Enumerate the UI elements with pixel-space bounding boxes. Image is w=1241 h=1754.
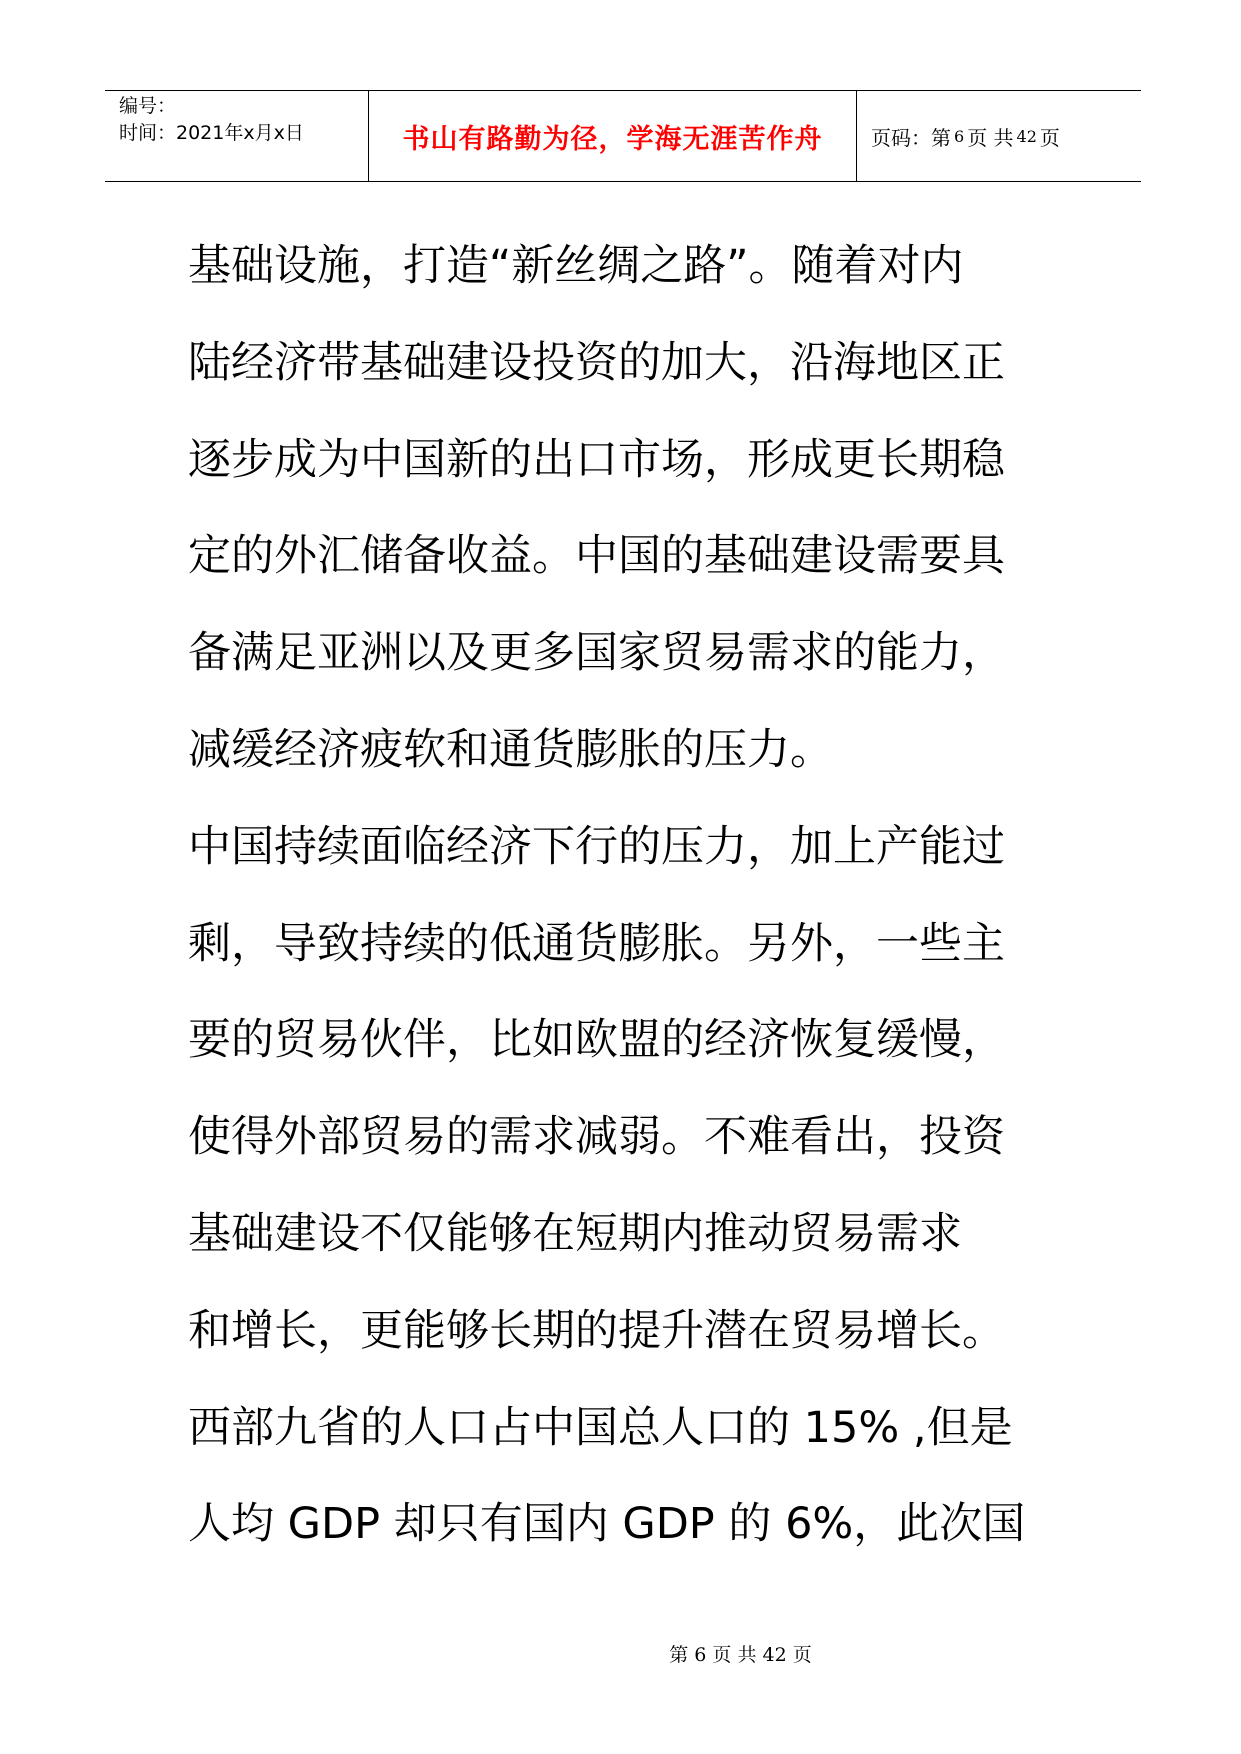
header-meta: [105, 91, 369, 181]
time-label: 时间：2021年x月x日: [119, 122, 304, 144]
page-suffix: 页: [1039, 125, 1060, 150]
body-line: 基础设施，打造“新丝绸之路”。随着对内: [188, 241, 964, 291]
page-current: 6: [954, 126, 965, 146]
page-total: 42: [1016, 126, 1037, 146]
serial-number-label: 编号：: [119, 95, 177, 117]
body-line: 减缓经济疲软和通货膨胀的压力。: [188, 724, 833, 775]
motto-text: 书山有路勤为径，学海无涯苦作舟: [402, 123, 823, 155]
body-line: 西部九省的人口占中国总人口的 15% ,但是: [188, 1402, 1013, 1453]
body-line: 基础建设不仅能够在短期内推动贸易需求: [188, 1208, 962, 1259]
page-prefix: 页码：第: [871, 125, 951, 150]
body-line: 备满足亚洲以及更多国家贸易需求的能力，: [188, 628, 1005, 679]
body-line: 剩，导致持续的低通货膨胀。另外，一些主: [188, 918, 1005, 969]
document-body: [188, 218, 1128, 1573]
page-footer: 第 6 页 共 42 页: [669, 1644, 812, 1666]
body-line: 和增长，更能够长期的提升潜在贸易增长。: [188, 1305, 1005, 1356]
body-line: 使得外部贸易的需求减弱。不难看出，投资: [188, 1112, 1005, 1163]
page-mid: 页 共: [967, 125, 1014, 150]
body-line: 中国持续面临经济下行的压力，加上产能过: [188, 821, 1005, 872]
body-line: 逐步成为中国新的出口市场，形成更长期稳: [188, 434, 1005, 485]
body-line: 陆经济带基础建设投资的加大，沿海地区正: [188, 337, 1005, 388]
page-header: [105, 90, 1141, 182]
header-page-number: [857, 91, 1141, 181]
body-line: 人均 GDP 却只有国内 GDP 的 6%，此次国: [188, 1499, 1026, 1550]
body-line: 要的贸易伙伴，比如欧盟的经济恢复缓慢，: [188, 1015, 1005, 1066]
header-motto-cell: [369, 91, 857, 181]
body-line: 定的外汇储备收益。中国的基础建设需要具: [188, 531, 1005, 582]
